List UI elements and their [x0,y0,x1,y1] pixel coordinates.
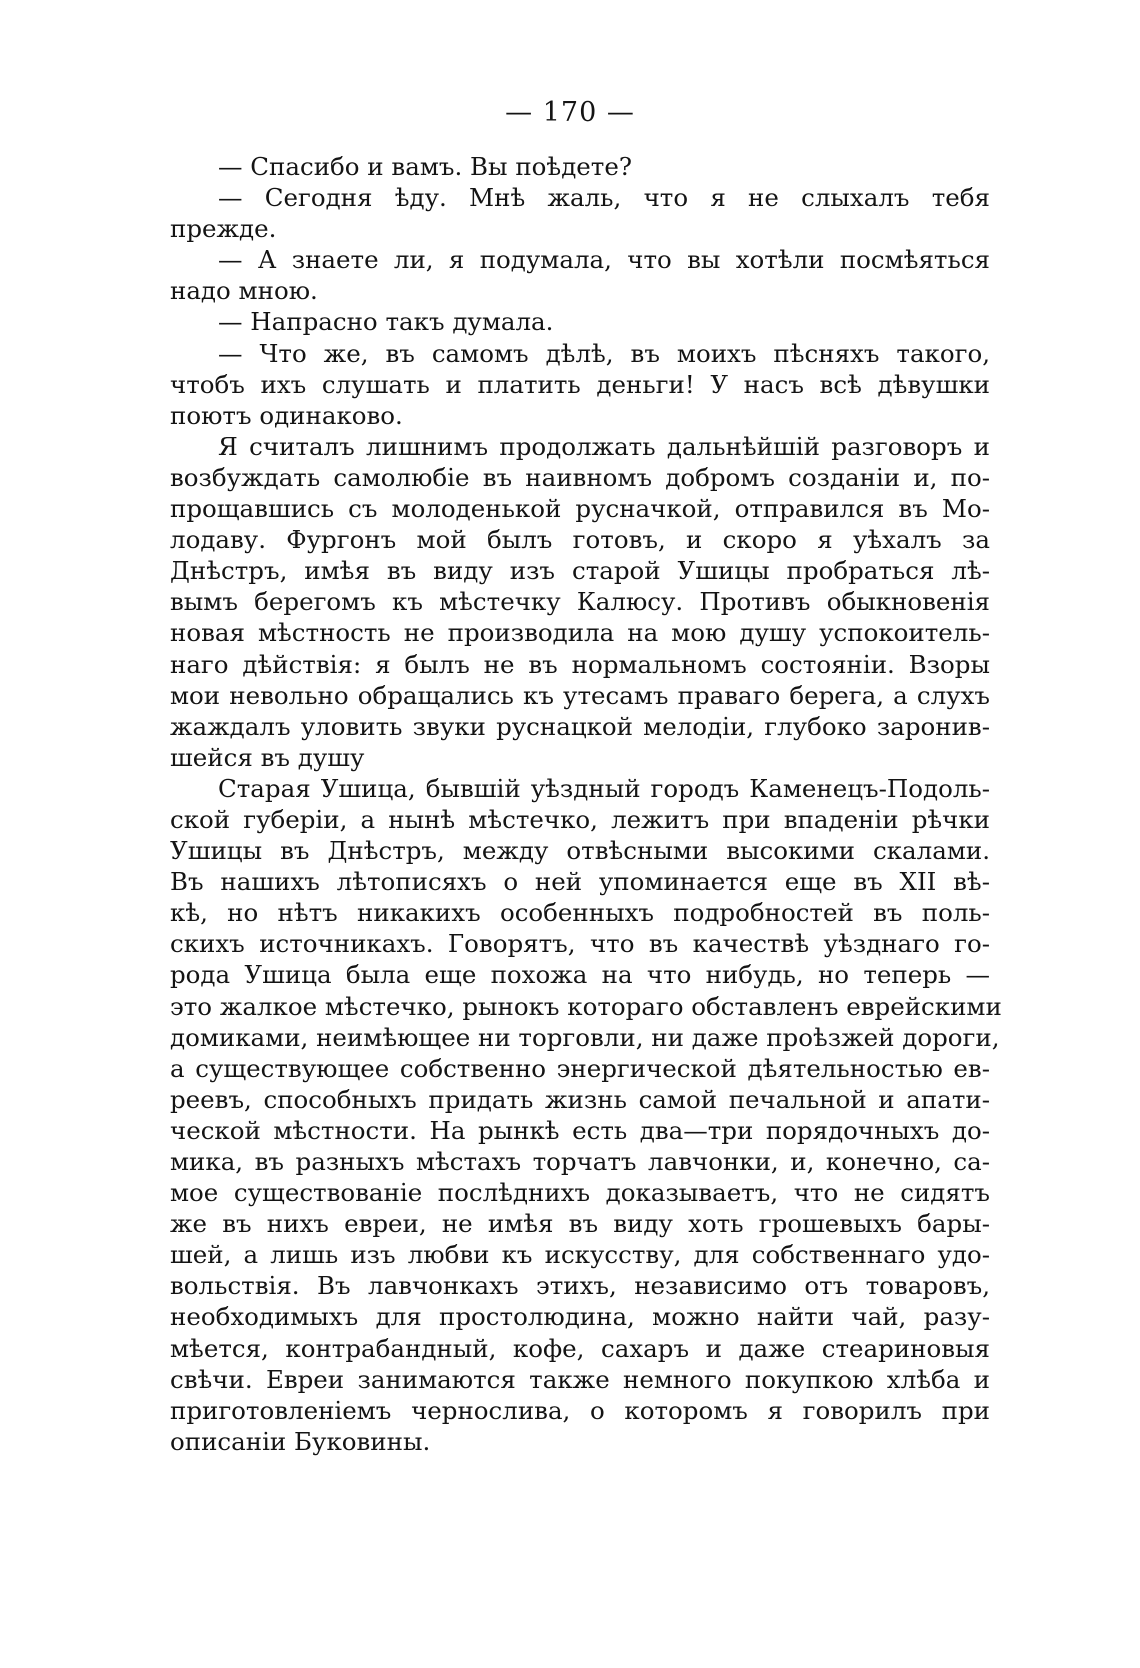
text-line: рода Ушица была еще похожа на что нибудь, но теперь — [170,960,990,990]
text-line: приготовленіемъ чернослива, о которомъ я говорилъ при [170,1395,990,1425]
dialogue-paragraph [170,244,990,306]
dialogue-paragraph [170,182,990,244]
text-line: поютъ одинаково. [170,400,403,430]
text-line: скихъ источникахъ. Говорятъ, что въ качествѣ уѣзднаго го- [170,929,990,959]
text-line: а существующее собственно энергической дѣятельностью ев- [170,1053,990,1083]
text-line: реевъ, способныхъ придать жизнь самой печальной и апати- [170,1084,990,1114]
text-line: мѣется, контрабандный, кофе, сахаръ и даже стеариновыя [170,1333,990,1363]
text-line: шейся въ душу [170,742,365,772]
dialogue-paragraph [170,151,990,182]
body-text [170,151,1002,1457]
text-line: чтобъ ихъ слушать и платить деньги! У насъ всѣ дѣвушки [170,369,990,399]
text-line: ской губеріи, а нынѣ мѣстечко, лежитъ при впаденіи рѣчки [170,804,990,834]
text-line: прощавшись съ молоденькой руснaчкой, отправился въ Мо- [170,494,990,524]
text-line: мика, въ разныхъ мѣстахъ торчатъ лавчонки, и, конечно, са- [170,1147,990,1176]
text-line: свѣчи. Евреи занимаются также немного покупкою хлѣба и [170,1364,990,1394]
dialogue-paragraph [170,306,990,337]
text-line: надо мною. [170,276,318,306]
text-line: домиками, неимѣющее ни торговли, ни даже проѣзжей дороги, [170,1022,1000,1052]
text-line: новая мѣстность не производила на мою душу успокоитель- [170,618,990,648]
text-line: — Сегодня ѣду. Мнѣ жаль, что я не слыхалъ тебя [218,183,990,213]
dialogue-paragraph [170,338,990,431]
text-line: шей, а лишь изъ любви къ искусству, для собственнаго удо- [170,1240,990,1270]
text-line: жаждалъ уловить звуки руснацкой мелодіи, глубоко заронив- [170,711,990,741]
text-line: кѣ, но нѣтъ никакихъ особенныхъ подробностей въ поль- [170,898,990,928]
text-line: мои невольно обращались къ утесамъ праваго берега, а слухъ [170,680,990,710]
text-line: же въ нихъ евреи, не имѣя въ виду хоть грошевыхъ бары- [170,1209,990,1239]
page-number: — 170 — [505,97,635,128]
text-line: вымъ берегомъ къ мѣстечку Калюсу. Противъ обыкновенія [170,587,990,617]
text-line: вольствія. Въ лавчонкахъ этихъ, независимо отъ товаровъ, [170,1271,990,1301]
text-line: — Что же, въ самомъ дѣлѣ, въ моихъ пѣсняхъ такого, [218,338,990,368]
text-line: ческой мѣстности. На рынкѣ есть два—три порядочныхъ до- [170,1115,990,1145]
text-line: прежде. [170,214,277,244]
text-line: мое существованіе послѣднихъ доказываетъ, что не сидятъ [170,1178,990,1208]
text-line: это жалкое мѣстечко, рынокъ котораго обставленъ еврейскими [170,991,1002,1021]
text-line: — Спасибо и вамъ. Вы поѣдете? [218,152,632,181]
text-line: — Напрасно такъ думала. [218,307,554,337]
text-line: Старая Ушица, бывшій уѣздный городъ Каменецъ-Подоль- [218,773,990,803]
text-line: описаніи Буковины. [170,1426,431,1456]
text-line: необходимыхъ для простолюдина, можно найти чай, разу- [170,1302,990,1332]
text-line: Ушицы въ Днѣстръ, между отвѣсными высокими скалами. [170,836,990,866]
text-line: возбуждать самолюбіе въ наивномъ добромъ созданіи и, по- [170,462,990,492]
text-line: Въ нашихъ лѣтописяхъ о ней упоминается еще въ XII вѣ- [170,867,990,897]
narrative-paragraph [170,773,1002,1457]
text-line: Я считалъ лишнимъ продолжать дальнѣйшій разговоръ и [218,431,990,461]
text-line: Днѣстръ, имѣя въ виду изъ старой Ушицы пробраться лѣ- [170,556,990,586]
text-line: наго дѣйствія: я былъ не въ нормальномъ состояніи. Взоры [170,649,990,679]
narrative-paragraph [170,431,990,773]
text-line: — А знаете ли, я подумала, что вы хотѣли посмѣяться [218,245,990,275]
text-line: лодаву. Фургонъ мой былъ готовъ, и скоро я уѣхалъ за [170,525,990,555]
